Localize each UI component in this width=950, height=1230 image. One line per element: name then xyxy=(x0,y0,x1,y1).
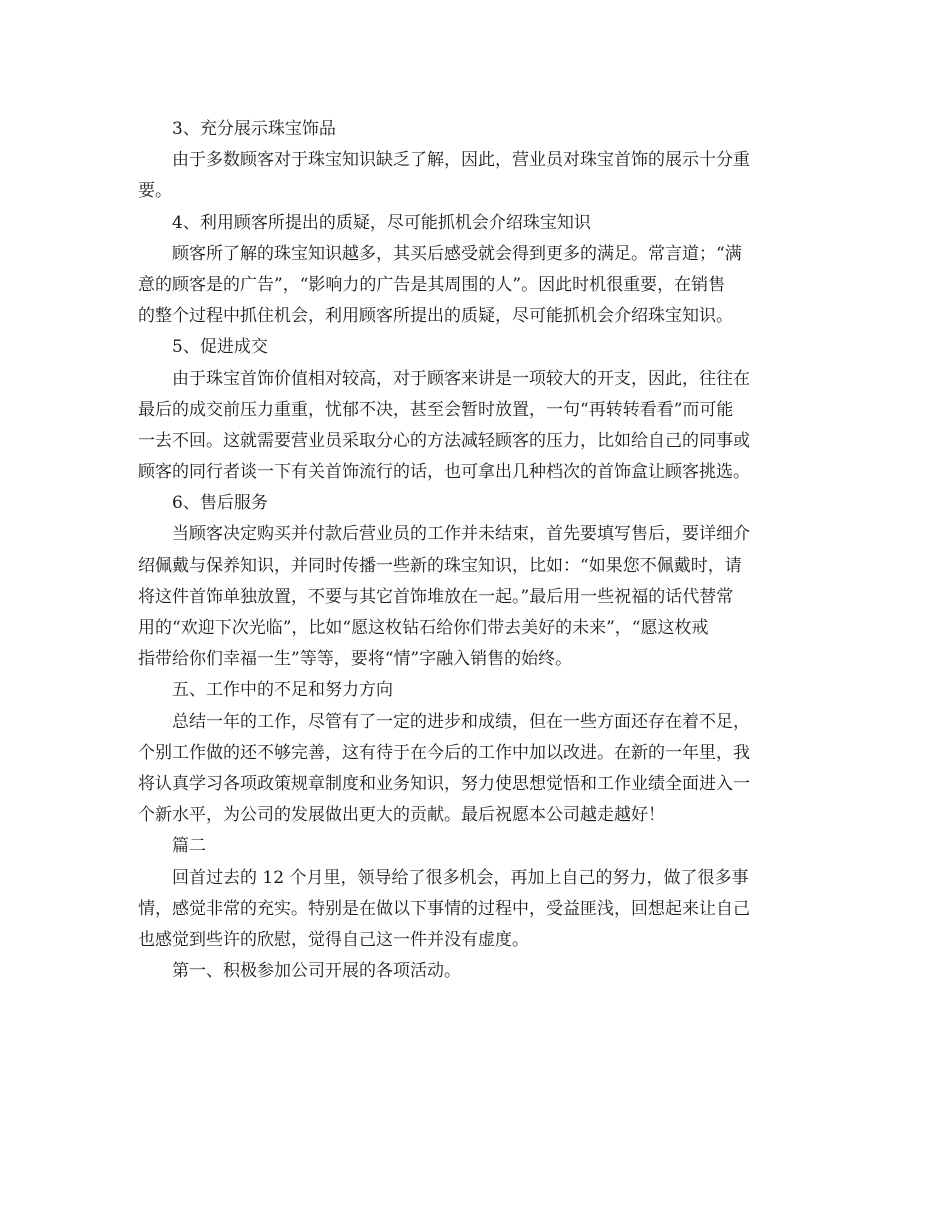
text-line: 要。 xyxy=(138,181,172,202)
heading-line: 第一、积极参加公司开展的各项活动。 xyxy=(172,961,461,982)
text-line: 的整个过程中抓住机会，利用顾客所提出的质疑，尽可能抓机会介绍珠宝知识。 xyxy=(138,306,733,327)
text-line: 用的“欢迎下次光临”，比如“愿这枚钻石给你们带去美好的未来”，“愿这枚戒 xyxy=(138,618,709,638)
text-line: 当顾客决定购买并付款后营业员的工作并未结束，首先要填写售后，要详细介 xyxy=(172,524,750,545)
heading-line: 5、促进成交 xyxy=(172,337,268,358)
text-line: 将认真学习各项政策规章制度和业务知识，努力使思想觉悟和工作业绩全面进入一 xyxy=(138,773,750,794)
heading-line: 五、工作中的不足和努力方向 xyxy=(172,680,393,701)
text-line: 一去不回。这就需要营业员采取分心的方法减轻顾客的压力，比如给自己的同事或 xyxy=(138,430,750,451)
text-line: 最后的成交前压力重重，忧郁不决，甚至会暂时放置，一句“再转转看看”而可能 xyxy=(138,399,734,420)
text-line: 由于多数顾客对于珠宝知识缺乏了解，因此，营业员对珠宝首饰的展示十分重 xyxy=(172,150,750,171)
text-line: 回首过去的 12 个月里，领导给了很多机会，再加上自己的努力，做了很多事 xyxy=(172,867,749,888)
heading-line: 篇二 xyxy=(172,836,206,857)
heading-line: 6、售后服务 xyxy=(172,493,268,514)
text-line: 个别工作做的还不够完善，这有待于在今后的工作中加以改进。在新的一年里，我 xyxy=(138,742,750,763)
text-line: 个新水平，为公司的发展做出更大的贡献。最后祝愿本公司越走越好！ xyxy=(138,805,665,826)
text-line: 顾客的同行者谈一下有关首饰流行的话，也可拿出几种档次的首饰盒让顾客挑选。 xyxy=(138,462,750,483)
text-line: 绍佩戴与保养知识，并同时传播一些新的珠宝知识，比如：“如果您不佩戴时，请 xyxy=(138,555,742,576)
text-line: 也感觉到些许的欣慰，觉得自己这一件并没有虚度。 xyxy=(138,929,529,950)
heading-line: 3、充分展示珠宝饰品 xyxy=(172,119,336,139)
document-page xyxy=(138,114,814,987)
text-line: 意的顾客是的广告”，“影响力的广告是其周围的人”。因此时机很重要，在销售 xyxy=(138,274,726,295)
text-line: 总结一年的工作，尽管有了一定的进步和成绩，但在一些方面还存在着不足， xyxy=(172,711,750,732)
text-line: 由于珠宝首饰价值相对较高，对于顾客来讲是一项较大的开支，因此，往往在 xyxy=(172,368,750,389)
text-line: 指带给你们幸福一生”等等，要将“情”字融入销售的始终。 xyxy=(138,649,573,670)
text-line: 顾客所了解的珠宝知识越多，其买后感受就会得到更多的满足。常言道；“满 xyxy=(172,243,742,264)
text-line: 将这件首饰单独放置，不要与其它首饰堆放在一起。”最后用一些祝福的话代替常 xyxy=(138,586,734,607)
heading-line: 4、利用顾客所提出的质疑，尽可能抓机会介绍珠宝知识 xyxy=(172,212,591,233)
text-line: 情，感觉非常的充实。特别是在做以下事情的过程中，受益匪浅，回想起来让自己 xyxy=(138,898,750,919)
